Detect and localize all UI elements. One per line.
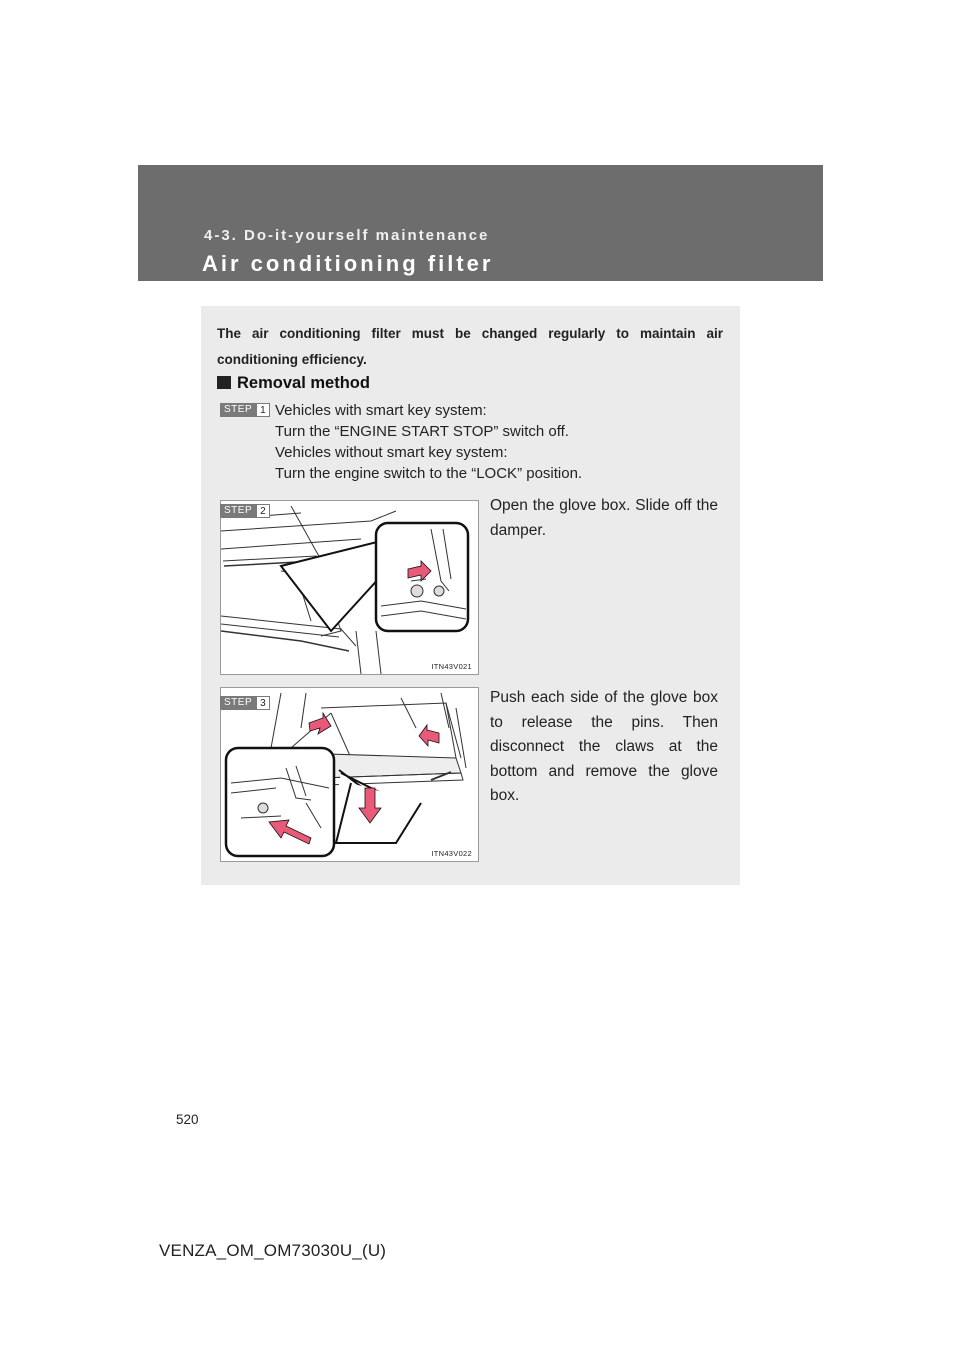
right-push-arrow-icon	[419, 725, 439, 746]
glove-box-damper-illustration	[221, 501, 478, 674]
step-1-text	[275, 400, 582, 484]
step-3-figure	[220, 687, 479, 862]
figure-code: ITN43V021	[431, 662, 472, 671]
step-2-label: STEP	[220, 504, 256, 518]
step-1-line-3: Vehicles without smart key system:	[275, 444, 508, 461]
step-1-label: STEP	[220, 403, 256, 417]
intro-text: The air conditioning filter must be changed regularly to maintain air conditioning efficiency.	[217, 326, 723, 367]
step-1-line-1: Vehicles with smart key system:	[275, 402, 487, 419]
removal-heading	[217, 374, 370, 393]
step-1-line-2: Turn the “ENGINE START STOP” switch off.	[275, 423, 569, 440]
page-title: Air conditioning filter	[202, 251, 494, 276]
step-1-badge	[220, 403, 270, 417]
figure-code: ITN43V022	[431, 849, 472, 858]
step-3-text: Push each side of the glove box to release the pins. Then disconnect the claws at the bottom and remove the glove box.	[490, 689, 718, 804]
step-2-badge	[220, 504, 270, 518]
step-3-number: 3	[256, 696, 270, 710]
page-header	[138, 165, 823, 281]
page-number: 520	[176, 1112, 199, 1127]
document-code: VENZA_OM_OM73030U_(U)	[159, 1241, 387, 1260]
content-panel	[201, 306, 740, 885]
step-1-line-4: Turn the engine switch to the “LOCK” position.	[275, 465, 583, 482]
square-bullet-icon	[217, 376, 231, 389]
removal-heading-text: Removal method	[237, 374, 370, 392]
step-3-label: STEP	[220, 696, 256, 710]
step-2-number: 2	[256, 504, 270, 518]
step-3-badge	[220, 696, 270, 710]
glove-box-removal-illustration	[221, 688, 478, 866]
step-1-number: 1	[256, 403, 270, 417]
step-2-figure	[220, 500, 479, 675]
section-label: 4-3. Do-it-yourself maintenance	[204, 227, 490, 244]
step-2-text: Open the glove box. Slide off the damper.	[490, 497, 718, 539]
